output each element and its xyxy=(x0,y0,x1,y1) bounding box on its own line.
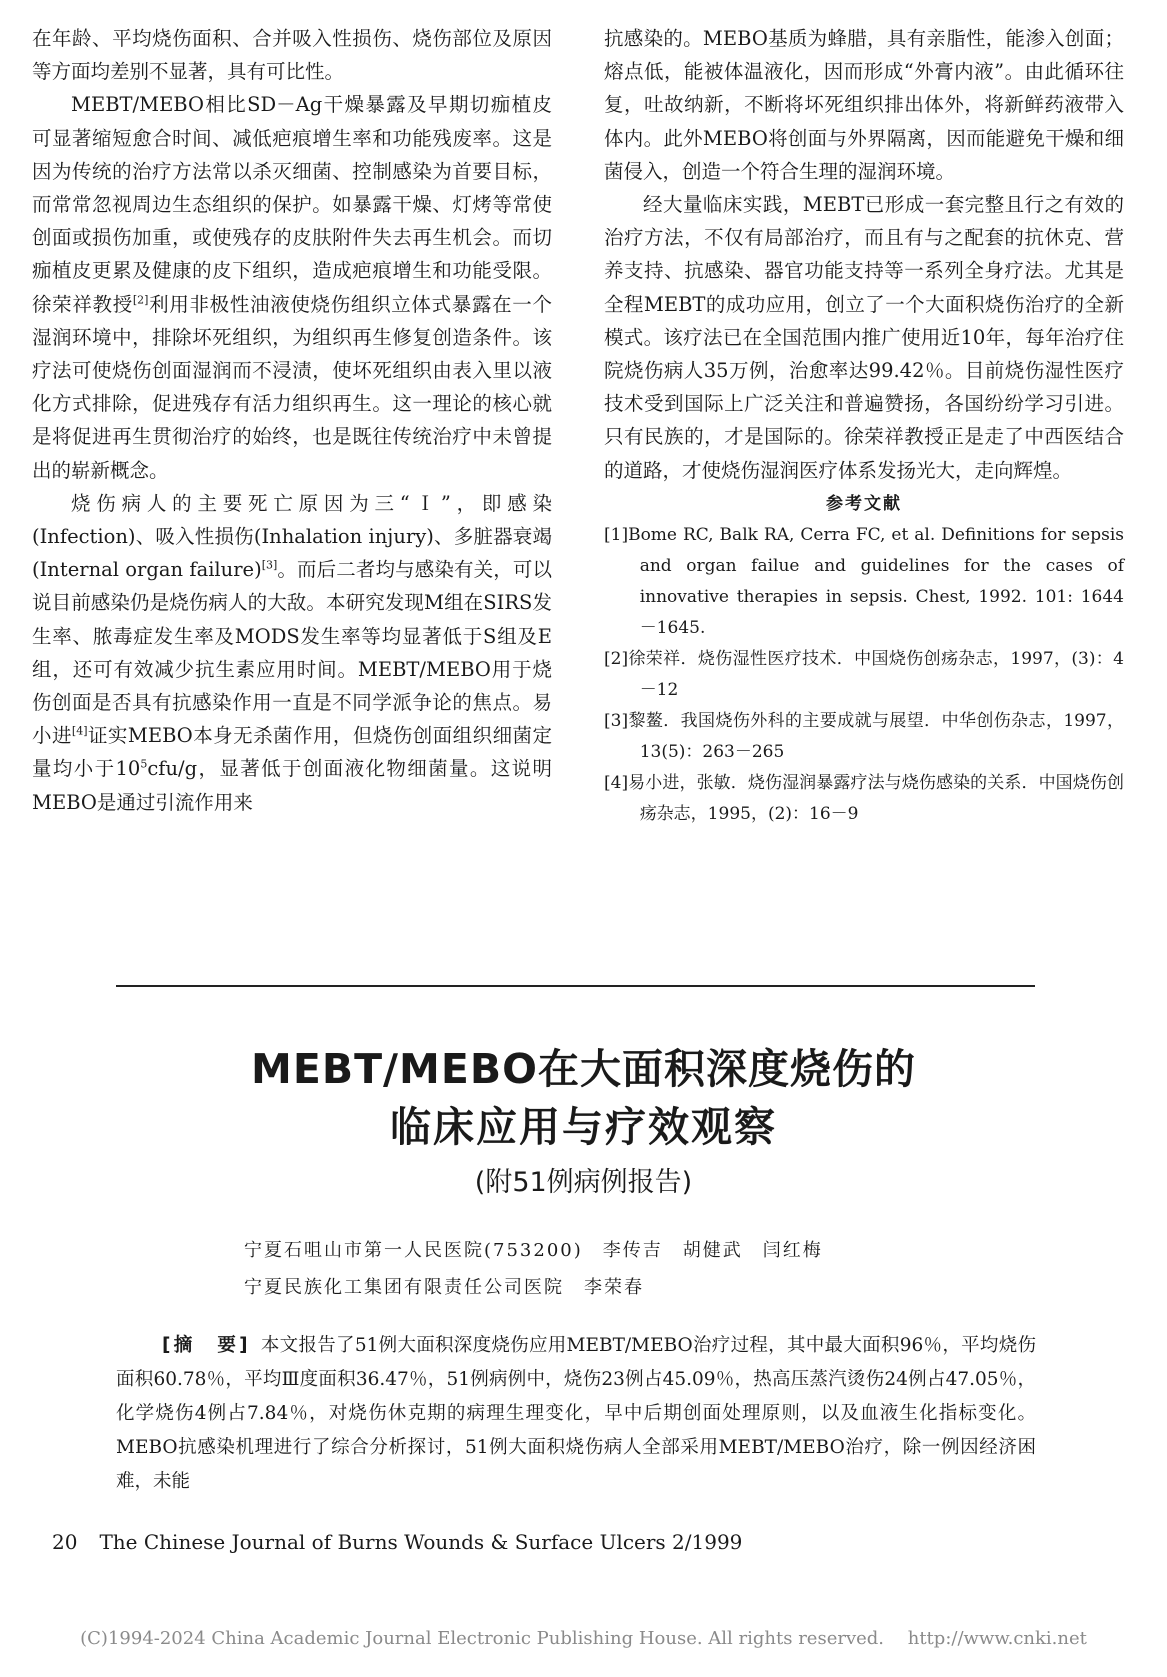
paragraph-text: MEBT/MEBO相比SD－Ag干燥暴露及早期切痂植皮可显著缩短愈合时间、减低疤痕增生率和功能残废率。这是因为传统的治疗方法常以杀灭细菌、控制感染为首要目标，而常常忽视周边生态组织的保护。如暴露干燥、灯烤等常使创面或损伤加重，或使残存的皮肤附件失去再生机会。而切痂植皮更累及健康的皮下组织，造成疤痕增生和功能受限。徐荣祥教授 xyxy=(32,93,552,316)
citation-ref[interactable]: [4] xyxy=(71,724,88,738)
article-title-line1: MEBT/MEBO在大面积深度烧伤的 xyxy=(251,1045,916,1093)
left-column xyxy=(32,22,552,819)
abstract xyxy=(116,1329,1036,1499)
paragraph-text: 利用非极性油液使烧伤组织立体式暴露在一个湿润环境中，排除坏死组织，为组织再生修复创造条件。该疗法可使烧伤创面湿润而不浸渍，使坏死组织由表入里以液化方式排除，促进残存有活力组织再生。这一理论的核心就是将促进再生贯彻治疗的始终，也是既往传统治疗中未曾提出的崭新概念。 xyxy=(32,292,552,482)
abstract-label: [摘 要] xyxy=(162,1335,251,1356)
page-number: 20 xyxy=(52,1530,78,1554)
superscript-exponent: 5 xyxy=(140,757,148,771)
section-divider xyxy=(116,985,1035,987)
reference-item: [1]Bome RC, Balk RA, Cerra FC, et al. Definitions for sepsis and organ failue and guidelines for the cases of innovative therapies in sepsis. Chest, 1992. 101: 1644－1645. xyxy=(604,524,1124,638)
citation-ref[interactable]: [2] xyxy=(132,293,149,307)
author-affiliation-line2: 宁夏民族化工集团有限责任公司医院 李荣春 xyxy=(244,1277,644,1298)
author-affiliation-line1: 宁夏石咀山市第一人民医院(753200) 李传吉 胡健武 闫红梅 xyxy=(244,1240,823,1261)
paragraph-text: 。而后二者均与感染有关，可以说目前感染仍是烧伤病人的大敌。本研究发现M组在SIRS发生率、脓毒症发生率及MODS发生率等均显著低于S组及E组，还可有效减少抗生素应用时间。MEBT/MEBO用于烧伤创面是否具有抗感染作用一直是不同学派争论的焦点。易小进 xyxy=(32,558,552,748)
page-footer xyxy=(52,1530,742,1554)
references-heading: 参考文献 xyxy=(826,493,902,514)
body-paragraph: 在年龄、平均烧伤面积、合并吸入性损伤、烧伤部位及原因等方面均差别不显著，具有可比性。 xyxy=(32,27,552,84)
body-paragraph xyxy=(32,487,552,819)
article-subtitle: (附51例病例报告) xyxy=(474,1167,693,1198)
citation-ref[interactable]: [3] xyxy=(261,558,278,572)
abstract-text: 本文报告了51例大面积深度烧伤应用MEBT/MEBO治疗过程，其中最大面积96％，平均烧伤面积60.78％，平均Ⅲ度面积36.47％，51例病例中，烧伤23例占45.09％，热高压蒸汽烫伤24例占47.05％，化学烧伤4例占7.84％，对烧伤休克期的病理生理变化，早中后期创面处理原则，以及血液生化指标变化。MEBO抗感染机理进行了综合分析探讨，51例大面积烧伤病人全部采用MEBT/MEBO治疗，除一例因经济困难，未能 xyxy=(116,1335,1036,1492)
right-column xyxy=(604,22,1124,830)
body-paragraph: 经大量临床实践，MEBT已形成一套完整且行之有效的治疗方法，不仅有局部治疗，而且有与之配套的抗休克、营养支持、抗感染、器官功能支持等一系列全身疗法。尤其是全程MEBT的成功应用，创立了一个大面积烧伤治疗的全新模式。该疗法已在全国范围内推广使用近10年，每年治疗住院烧伤病人35万例，治愈率达99.42％。目前烧伤湿性医疗技术受到国际上广泛关注和普遍赞扬，各国纷纷学习引进。只有民族的，才是国际的。徐荣祥教授正是走了中西医结合的道路，才使烧伤湿润医疗体系发扬光大，走向辉煌。 xyxy=(604,193,1124,482)
journal-name: The Chinese Journal of Burns Wounds & Surface Ulcers 2/1999 xyxy=(99,1530,743,1554)
body-paragraph xyxy=(32,88,552,486)
paragraph-text: 烧伤病人的主要死亡原因为三“Ｉ”，即感染(Infection)、吸入性损伤(Inhalation injury)、多脏器衰竭(Internal organ failure) xyxy=(32,491,552,582)
paragraph-text: 证实MEBO本身无杀菌作用，但烧伤创面组织细菌定量均小于10 xyxy=(32,724,552,781)
paragraph-text: cfu/g，显著低于创面液化物细菌量。这说明MEBO是通过引流作用来 xyxy=(32,757,552,814)
article-title-line2: 临床应用与疗效观察 xyxy=(390,1103,777,1151)
body-paragraph: 抗感染的。MEBO基质为蜂腊，具有亲脂性，能渗入创面；熔点低，能被体温液化，因而形成“外膏内液”。由此循环往复，吐故纳新，不断将坏死组织排出体外，将新鲜药液带入体内。此外MEBO将创面与外界隔离，因而能避免干燥和细菌侵入，创造一个符合生理的湿润环境。 xyxy=(604,27,1124,183)
copyright-notice: (C)1994-2024 China Academic Journal Electronic Publishing House. All rights reserved. http://www.cnki.net xyxy=(80,1628,1087,1649)
reference-item: [3]黎鳌．我国烧伤外科的主要成就与展望．中华创伤杂志，1997，13(5)：263－265 xyxy=(604,710,1124,762)
reference-item: [4]易小进，张敏．烧伤湿润暴露疗法与烧伤感染的关系．中国烧伤创疡杂志，1995，(2)：16－9 xyxy=(604,772,1124,824)
reference-item: [2]徐荣祥．烧伤湿性医疗技术．中国烧伤创疡杂志，1997，(3)：4－12 xyxy=(604,648,1124,700)
